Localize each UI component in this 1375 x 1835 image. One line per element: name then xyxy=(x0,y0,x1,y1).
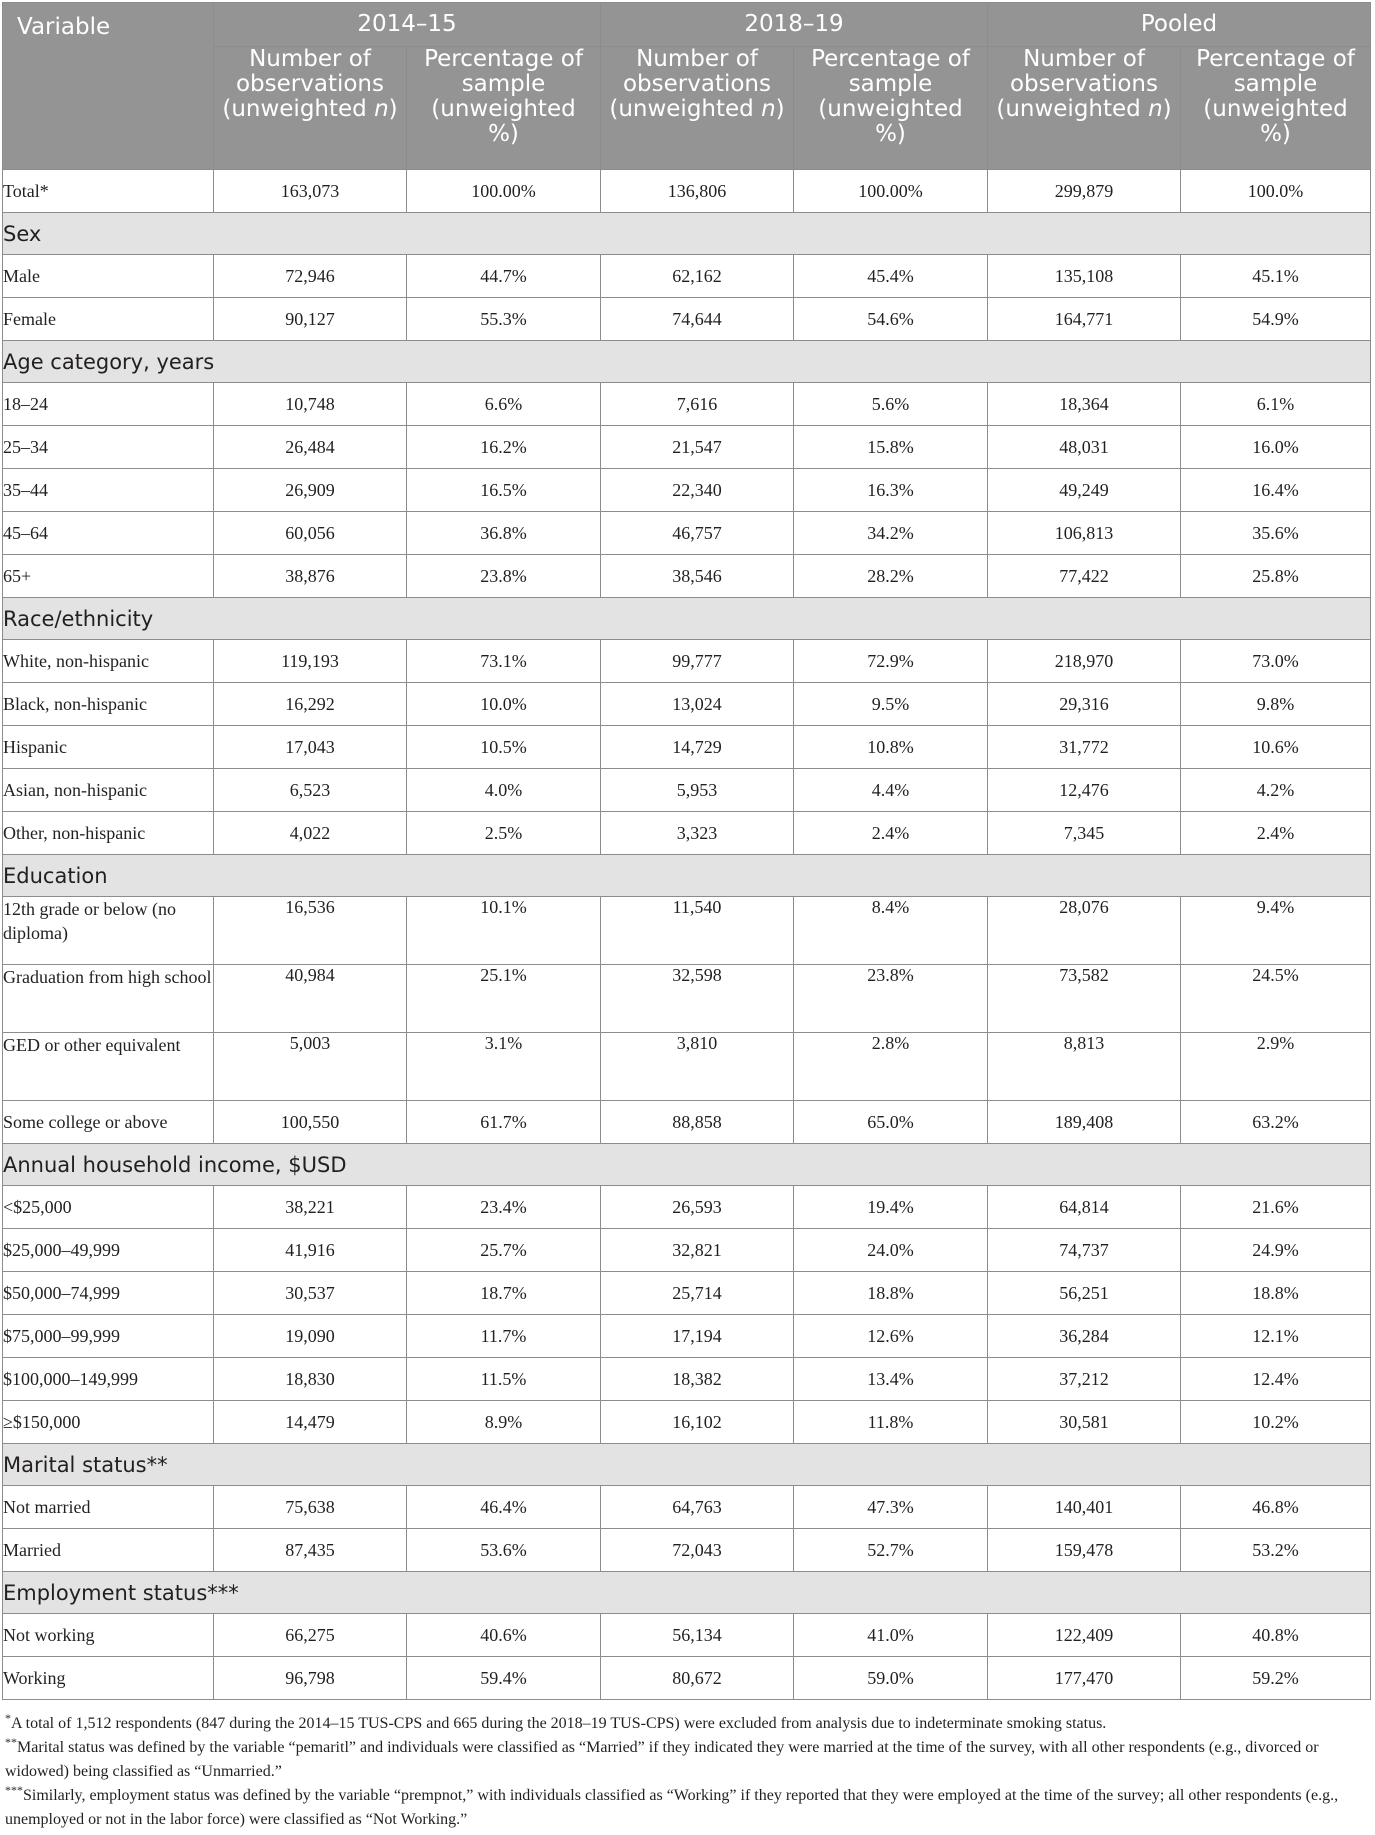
cell-percentage: 2.4% xyxy=(1181,812,1371,855)
cell-count: 299,879 xyxy=(988,170,1181,213)
header-pct-col: Percentage of sample (unweighted %) xyxy=(407,47,601,170)
cell-count: 31,772 xyxy=(988,726,1181,769)
cell-percentage: 25.8% xyxy=(1181,555,1371,598)
cell-percentage: 59.4% xyxy=(407,1657,601,1700)
cell-percentage: 15.8% xyxy=(794,426,988,469)
cell-count: 163,073 xyxy=(214,170,407,213)
table-row xyxy=(3,1614,1371,1657)
cell-count: 49,249 xyxy=(988,469,1181,512)
cell-percentage: 53.2% xyxy=(1181,1529,1371,1572)
cell-count: 80,672 xyxy=(601,1657,794,1700)
cell-percentage: 40.6% xyxy=(407,1614,601,1657)
header-row-periods xyxy=(3,3,1371,47)
cell-count: 64,763 xyxy=(601,1486,794,1529)
cell-percentage: 16.0% xyxy=(1181,426,1371,469)
table-row xyxy=(3,965,1371,1033)
section-label: Employment status*** xyxy=(3,1572,1371,1614)
cell-percentage: 10.5% xyxy=(407,726,601,769)
table-row xyxy=(3,1229,1371,1272)
section-label: Race/ethnicity xyxy=(3,598,1371,640)
table-row xyxy=(3,1358,1371,1401)
cell-count: 66,275 xyxy=(214,1614,407,1657)
cell-percentage: 25.1% xyxy=(407,965,601,1033)
cell-count: 32,598 xyxy=(601,965,794,1033)
cell-count: 90,127 xyxy=(214,298,407,341)
section-label: Annual household income, $USD xyxy=(3,1144,1371,1186)
cell-count: 177,470 xyxy=(988,1657,1181,1700)
cell-count: 29,316 xyxy=(988,683,1181,726)
cell-count: 140,401 xyxy=(988,1486,1181,1529)
row-label: $25,000–49,999 xyxy=(3,1229,214,1272)
row-label: 25–34 xyxy=(3,426,214,469)
row-label: Not married xyxy=(3,1486,214,1529)
section-header-row xyxy=(3,1444,1371,1486)
cell-percentage: 72.9% xyxy=(794,640,988,683)
cell-count: 218,970 xyxy=(988,640,1181,683)
cell-count: 12,476 xyxy=(988,769,1181,812)
row-label: Working xyxy=(3,1657,214,1700)
section-label: Marital status** xyxy=(3,1444,1371,1486)
cell-percentage: 100.00% xyxy=(794,170,988,213)
section-header-row xyxy=(3,598,1371,640)
table-row xyxy=(3,255,1371,298)
cell-percentage: 10.1% xyxy=(407,897,601,965)
table-row xyxy=(3,555,1371,598)
cell-percentage: 65.0% xyxy=(794,1101,988,1144)
cell-percentage: 44.7% xyxy=(407,255,601,298)
footnotes xyxy=(5,1712,1370,1832)
row-label: Not working xyxy=(3,1614,214,1657)
cell-percentage: 2.4% xyxy=(794,812,988,855)
section-header-row xyxy=(3,1144,1371,1186)
cell-count: 7,616 xyxy=(601,383,794,426)
section-label: Sex xyxy=(3,213,1371,255)
header-period-2018-19: 2018–19 xyxy=(601,3,988,47)
header-period-2014-15: 2014–15 xyxy=(214,3,601,47)
cell-count: 14,729 xyxy=(601,726,794,769)
cell-percentage: 2.8% xyxy=(794,1033,988,1101)
cell-count: 16,536 xyxy=(214,897,407,965)
table-row xyxy=(3,298,1371,341)
cell-count: 56,251 xyxy=(988,1272,1181,1315)
table-row xyxy=(3,812,1371,855)
footnote xyxy=(5,1736,1370,1784)
cell-count: 10,748 xyxy=(214,383,407,426)
cell-percentage: 45.1% xyxy=(1181,255,1371,298)
cell-count: 3,323 xyxy=(601,812,794,855)
cell-count: 119,193 xyxy=(214,640,407,683)
cell-count: 106,813 xyxy=(988,512,1181,555)
cell-count: 7,345 xyxy=(988,812,1181,855)
cell-count: 5,953 xyxy=(601,769,794,812)
cell-percentage: 28.2% xyxy=(794,555,988,598)
cell-count: 4,022 xyxy=(214,812,407,855)
cell-percentage: 8.9% xyxy=(407,1401,601,1444)
cell-percentage: 59.0% xyxy=(794,1657,988,1700)
section-header-row xyxy=(3,213,1371,255)
cell-percentage: 9.5% xyxy=(794,683,988,726)
cell-count: 18,364 xyxy=(988,383,1181,426)
row-label: Hispanic xyxy=(3,726,214,769)
cell-count: 60,056 xyxy=(214,512,407,555)
footnote-text: Similarly, employment status was defined by the variable “prempnot,” with individuals classified as “Working” if they reported that they were employed at the time of the survey; all other respondents (e.g., unemployed or not in the labor force) were classified as “Not Working.” xyxy=(5,1787,1339,1828)
cell-percentage: 16.4% xyxy=(1181,469,1371,512)
cell-percentage: 23.8% xyxy=(407,555,601,598)
cell-count: 40,984 xyxy=(214,965,407,1033)
header-n-italic: n xyxy=(374,96,389,122)
header-n-label: Number of observations (unweighted xyxy=(996,46,1158,122)
cell-percentage: 18.8% xyxy=(1181,1272,1371,1315)
table-row xyxy=(3,640,1371,683)
header-period-pooled: Pooled xyxy=(988,3,1371,47)
cell-percentage: 47.3% xyxy=(794,1486,988,1529)
row-label: 45–64 xyxy=(3,512,214,555)
cell-percentage: 9.4% xyxy=(1181,897,1371,965)
cell-percentage: 2.5% xyxy=(407,812,601,855)
row-label: 18–24 xyxy=(3,383,214,426)
cell-count: 21,547 xyxy=(601,426,794,469)
cell-count: 100,550 xyxy=(214,1101,407,1144)
cell-percentage: 10.0% xyxy=(407,683,601,726)
cell-percentage: 12.4% xyxy=(1181,1358,1371,1401)
cell-count: 26,909 xyxy=(214,469,407,512)
cell-count: 17,194 xyxy=(601,1315,794,1358)
cell-percentage: 59.2% xyxy=(1181,1657,1371,1700)
cell-percentage: 18.7% xyxy=(407,1272,601,1315)
cell-count: 22,340 xyxy=(601,469,794,512)
row-label: Black, non-hispanic xyxy=(3,683,214,726)
cell-count: 72,946 xyxy=(214,255,407,298)
cell-percentage: 52.7% xyxy=(794,1529,988,1572)
row-label: 35–44 xyxy=(3,469,214,512)
cell-percentage: 4.4% xyxy=(794,769,988,812)
row-label: <$25,000 xyxy=(3,1186,214,1229)
cell-percentage: 13.4% xyxy=(794,1358,988,1401)
cell-count: 36,284 xyxy=(988,1315,1181,1358)
cell-percentage: 10.8% xyxy=(794,726,988,769)
row-label: $50,000–74,999 xyxy=(3,1272,214,1315)
cell-percentage: 4.2% xyxy=(1181,769,1371,812)
cell-count: 18,830 xyxy=(214,1358,407,1401)
table-row xyxy=(3,1315,1371,1358)
cell-percentage: 34.2% xyxy=(794,512,988,555)
header-variable: Variable xyxy=(3,3,214,170)
cell-percentage: 25.7% xyxy=(407,1229,601,1272)
row-label: Married xyxy=(3,1529,214,1572)
cell-count: 96,798 xyxy=(214,1657,407,1700)
cell-count: 18,382 xyxy=(601,1358,794,1401)
table-row xyxy=(3,1401,1371,1444)
table-row xyxy=(3,170,1371,213)
cell-count: 16,102 xyxy=(601,1401,794,1444)
cell-count: 6,523 xyxy=(214,769,407,812)
cell-count: 56,134 xyxy=(601,1614,794,1657)
cell-percentage: 18.8% xyxy=(794,1272,988,1315)
table-row xyxy=(3,1529,1371,1572)
cell-percentage: 24.5% xyxy=(1181,965,1371,1033)
cell-percentage: 100.0% xyxy=(1181,170,1371,213)
cell-percentage: 45.4% xyxy=(794,255,988,298)
cell-percentage: 6.1% xyxy=(1181,383,1371,426)
table-row xyxy=(3,769,1371,812)
cell-percentage: 11.8% xyxy=(794,1401,988,1444)
footnote xyxy=(5,1784,1370,1832)
footnote-mark: *** xyxy=(5,1783,23,1797)
cell-percentage: 23.8% xyxy=(794,965,988,1033)
table-row xyxy=(3,897,1371,965)
cell-count: 13,024 xyxy=(601,683,794,726)
cell-percentage: 63.2% xyxy=(1181,1101,1371,1144)
cell-percentage: 5.6% xyxy=(794,383,988,426)
cell-count: 38,546 xyxy=(601,555,794,598)
cell-count: 28,076 xyxy=(988,897,1181,965)
cell-percentage: 2.9% xyxy=(1181,1033,1371,1101)
cell-count: 17,043 xyxy=(214,726,407,769)
cell-count: 11,540 xyxy=(601,897,794,965)
footnote xyxy=(5,1712,1370,1736)
cell-percentage: 55.3% xyxy=(407,298,601,341)
row-label: Other, non-hispanic xyxy=(3,812,214,855)
cell-count: 26,484 xyxy=(214,426,407,469)
section-header-row xyxy=(3,855,1371,897)
cell-percentage: 12.6% xyxy=(794,1315,988,1358)
cell-percentage: 4.0% xyxy=(407,769,601,812)
cell-count: 37,212 xyxy=(988,1358,1181,1401)
cell-count: 136,806 xyxy=(601,170,794,213)
header-n-close: ) xyxy=(388,96,398,122)
cell-percentage: 19.4% xyxy=(794,1186,988,1229)
cell-percentage: 53.6% xyxy=(407,1529,601,1572)
cell-count: 26,593 xyxy=(601,1186,794,1229)
cell-count: 164,771 xyxy=(988,298,1181,341)
row-label: Some college or above xyxy=(3,1101,214,1144)
table-row xyxy=(3,383,1371,426)
row-label: White, non-hispanic xyxy=(3,640,214,683)
table-row xyxy=(3,1186,1371,1229)
cell-count: 77,422 xyxy=(988,555,1181,598)
cell-count: 72,043 xyxy=(601,1529,794,1572)
cell-percentage: 12.1% xyxy=(1181,1315,1371,1358)
row-label: 12th grade or below (no diploma) xyxy=(3,897,214,965)
cell-count: 64,814 xyxy=(988,1186,1181,1229)
cell-percentage: 41.0% xyxy=(794,1614,988,1657)
cell-count: 75,638 xyxy=(214,1486,407,1529)
row-label: Asian, non-hispanic xyxy=(3,769,214,812)
header-n-italic: n xyxy=(761,96,776,122)
header-n-col xyxy=(601,47,794,170)
cell-count: 30,581 xyxy=(988,1401,1181,1444)
cell-count: 38,876 xyxy=(214,555,407,598)
header-n-label: Number of observations (unweighted xyxy=(222,46,384,122)
cell-percentage: 11.5% xyxy=(407,1358,601,1401)
row-label: $100,000–149,999 xyxy=(3,1358,214,1401)
table-body xyxy=(3,170,1371,1700)
cell-percentage: 9.8% xyxy=(1181,683,1371,726)
cell-count: 99,777 xyxy=(601,640,794,683)
header-n-italic: n xyxy=(1148,96,1163,122)
cell-count: 74,644 xyxy=(601,298,794,341)
cell-percentage: 36.8% xyxy=(407,512,601,555)
row-label: $75,000–99,999 xyxy=(3,1315,214,1358)
header-n-label: Number of observations (unweighted xyxy=(609,46,771,122)
cell-count: 122,409 xyxy=(988,1614,1181,1657)
table-row xyxy=(3,512,1371,555)
demographics-table xyxy=(2,2,1371,1700)
row-label: Graduation from high school xyxy=(3,965,214,1033)
cell-percentage: 16.3% xyxy=(794,469,988,512)
section-header-row xyxy=(3,341,1371,383)
cell-count: 25,714 xyxy=(601,1272,794,1315)
row-label: Male xyxy=(3,255,214,298)
table-row xyxy=(3,1486,1371,1529)
cell-percentage: 54.6% xyxy=(794,298,988,341)
header-n-close: ) xyxy=(775,96,785,122)
cell-percentage: 23.4% xyxy=(407,1186,601,1229)
header-n-col xyxy=(988,47,1181,170)
footnote-mark: * xyxy=(5,1711,11,1725)
cell-count: 16,292 xyxy=(214,683,407,726)
cell-percentage: 40.8% xyxy=(1181,1614,1371,1657)
table-row xyxy=(3,1272,1371,1315)
cell-percentage: 6.6% xyxy=(407,383,601,426)
table-row xyxy=(3,469,1371,512)
cell-percentage: 61.7% xyxy=(407,1101,601,1144)
cell-count: 41,916 xyxy=(214,1229,407,1272)
cell-count: 5,003 xyxy=(214,1033,407,1101)
cell-percentage: 24.0% xyxy=(794,1229,988,1272)
cell-percentage: 35.6% xyxy=(1181,512,1371,555)
cell-count: 30,537 xyxy=(214,1272,407,1315)
cell-count: 48,031 xyxy=(988,426,1181,469)
footnote-text: Marital status was defined by the variable “pemaritl” and individuals were classified as “Married” if they indicated they were married at the time of the survey, with all other respondents (e.g., divorced or widowed) being classified as “Unmarried.” xyxy=(5,1739,1319,1780)
row-label: GED or other equivalent xyxy=(3,1033,214,1101)
section-label: Education xyxy=(3,855,1371,897)
footnote-text: A total of 1,512 respondents (847 during the 2014–15 TUS-CPS and 665 during the 2018–19 TUS-CPS) were excluded from analysis due to indeterminate smoking status. xyxy=(11,1715,1107,1732)
cell-count: 189,408 xyxy=(988,1101,1181,1144)
cell-count: 14,479 xyxy=(214,1401,407,1444)
table-row xyxy=(3,1033,1371,1101)
row-label: ≥$150,000 xyxy=(3,1401,214,1444)
header-n-col xyxy=(214,47,407,170)
cell-percentage: 54.9% xyxy=(1181,298,1371,341)
header-pct-col: Percentage of sample (unweighted %) xyxy=(1181,47,1371,170)
cell-percentage: 10.6% xyxy=(1181,726,1371,769)
cell-count: 87,435 xyxy=(214,1529,407,1572)
row-label: Total* xyxy=(3,170,214,213)
cell-count: 88,858 xyxy=(601,1101,794,1144)
table-row xyxy=(3,683,1371,726)
header-n-close: ) xyxy=(1162,96,1172,122)
cell-percentage: 73.0% xyxy=(1181,640,1371,683)
cell-percentage: 100.00% xyxy=(407,170,601,213)
section-header-row xyxy=(3,1572,1371,1614)
header-pct-col: Percentage of sample (unweighted %) xyxy=(794,47,988,170)
cell-percentage: 8.4% xyxy=(794,897,988,965)
section-label: Age category, years xyxy=(3,341,1371,383)
cell-count: 62,162 xyxy=(601,255,794,298)
cell-count: 3,810 xyxy=(601,1033,794,1101)
footnote-mark: ** xyxy=(5,1735,17,1749)
cell-percentage: 73.1% xyxy=(407,640,601,683)
cell-count: 135,108 xyxy=(988,255,1181,298)
cell-count: 19,090 xyxy=(214,1315,407,1358)
cell-percentage: 16.5% xyxy=(407,469,601,512)
cell-percentage: 46.4% xyxy=(407,1486,601,1529)
table-row xyxy=(3,1657,1371,1700)
cell-percentage: 10.2% xyxy=(1181,1401,1371,1444)
table-row xyxy=(3,1101,1371,1144)
cell-percentage: 11.7% xyxy=(407,1315,601,1358)
row-label: 65+ xyxy=(3,555,214,598)
cell-count: 8,813 xyxy=(988,1033,1181,1101)
cell-count: 32,821 xyxy=(601,1229,794,1272)
cell-count: 73,582 xyxy=(988,965,1181,1033)
table-row xyxy=(3,426,1371,469)
cell-percentage: 46.8% xyxy=(1181,1486,1371,1529)
table-row xyxy=(3,726,1371,769)
cell-count: 38,221 xyxy=(214,1186,407,1229)
cell-percentage: 16.2% xyxy=(407,426,601,469)
cell-count: 159,478 xyxy=(988,1529,1181,1572)
cell-percentage: 3.1% xyxy=(407,1033,601,1101)
cell-percentage: 21.6% xyxy=(1181,1186,1371,1229)
row-label: Female xyxy=(3,298,214,341)
cell-count: 74,737 xyxy=(988,1229,1181,1272)
cell-count: 46,757 xyxy=(601,512,794,555)
cell-percentage: 24.9% xyxy=(1181,1229,1371,1272)
